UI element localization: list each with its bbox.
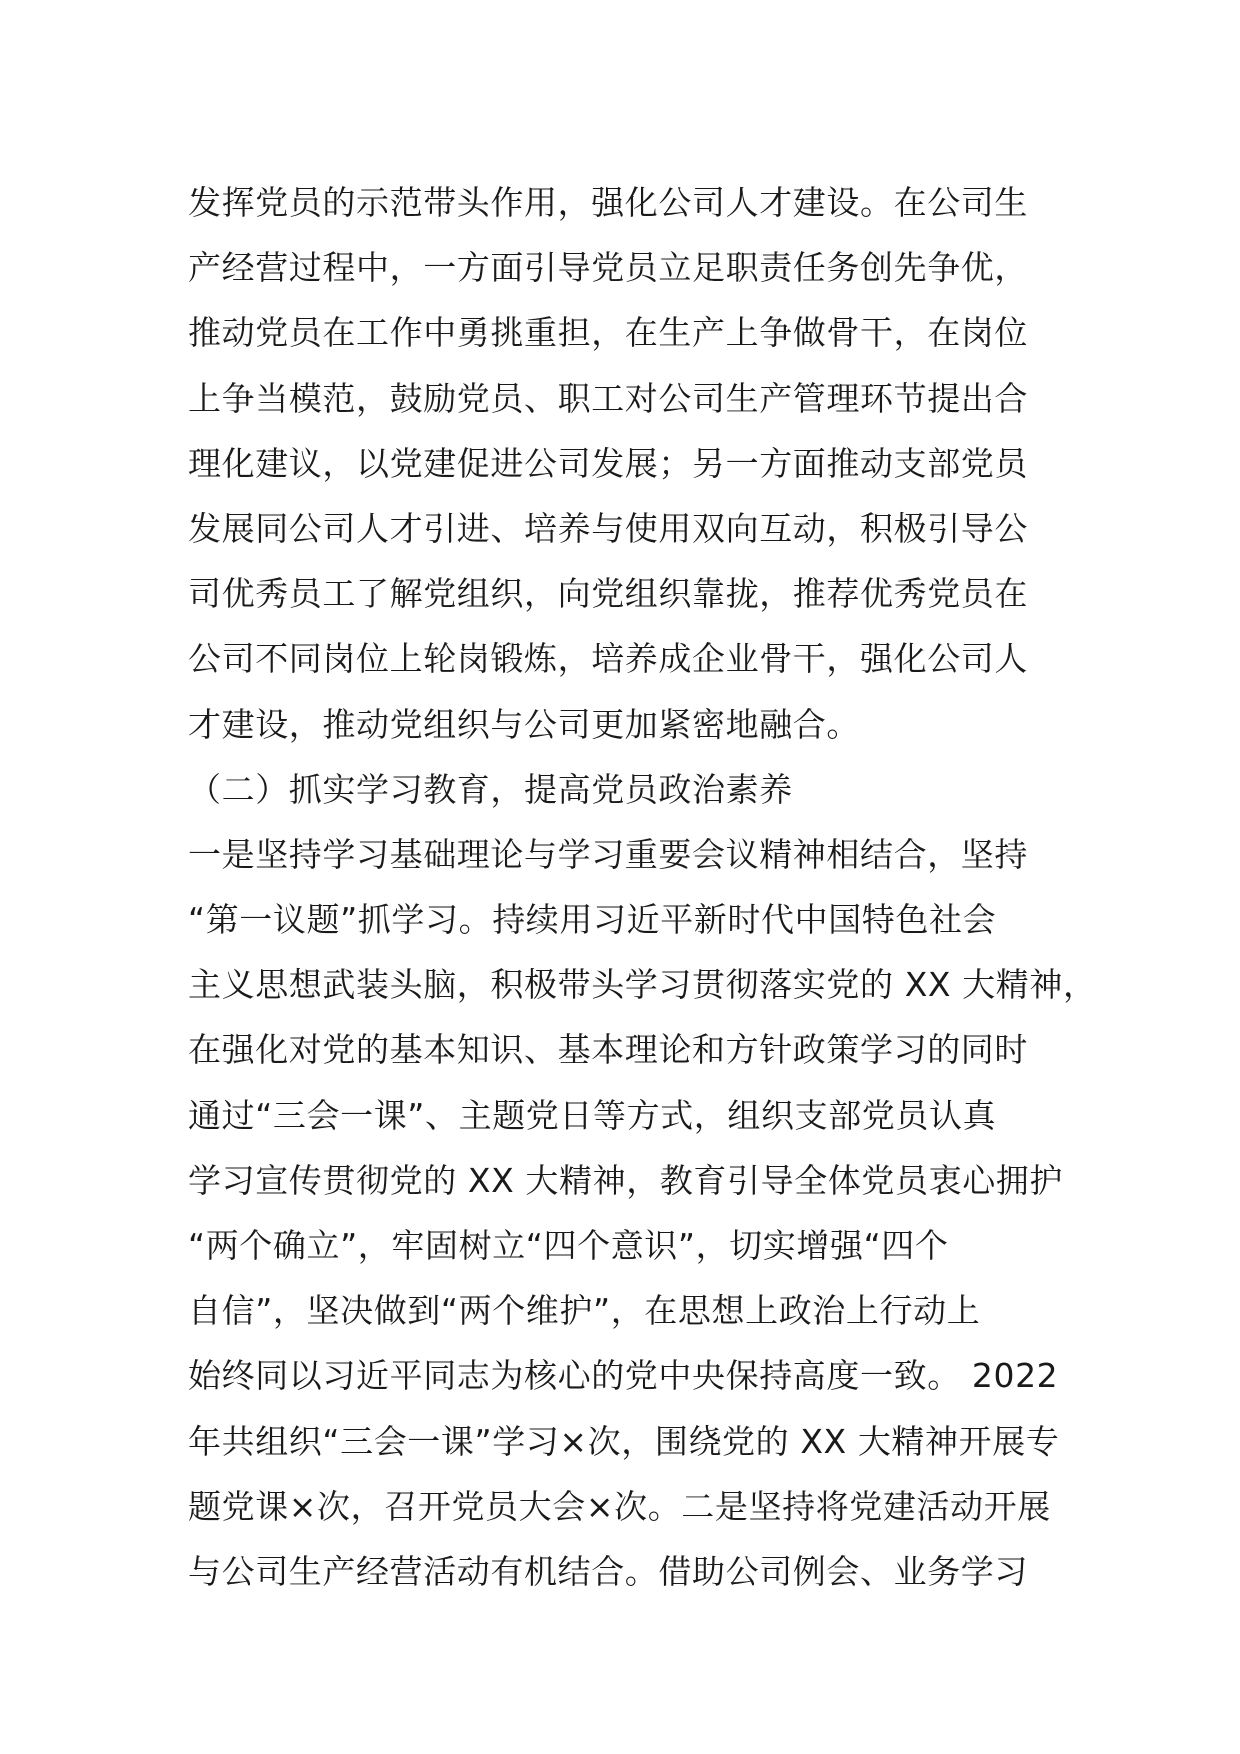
- document-body: [188, 170, 1097, 1604]
- text-line: 发展同公司人才引进、培养与使用双向互动，积极引导公: [188, 508, 1028, 548]
- text-line: 发挥党员的示范带头作用，强化公司人才建设。在公司生: [188, 183, 1028, 222]
- text-line: 上争当模范，鼓励党员、职工对公司生产管理环节提出合: [188, 378, 1028, 418]
- text-line: 产经营过程中，一方面引导党员立足职责任务创先争优，: [188, 248, 1028, 288]
- text-line: 公司不同岗位上轮岗锻炼，培养成企业骨干，强化公司人: [188, 639, 1028, 679]
- section-heading: （二）抓实学习教育，提高党员政治素养: [188, 769, 793, 809]
- text-line: “两个确立”，牢固树立“四个意识”，切实增强“四个: [188, 1226, 949, 1265]
- text-line: 年共组织“三会一课”学习×次，围绕党的 XX 大精神开展专: [188, 1421, 1060, 1461]
- text-line: 通过“三会一课”、主题党日等方式，组织支部党员认真: [188, 1095, 997, 1135]
- text-line: 才建设，推动党组织与公司更加紧密地融合。: [188, 704, 860, 744]
- text-line: 与公司生产经营活动有机结合。借助公司例会、业务学习: [188, 1551, 1028, 1591]
- text-line: 司优秀员工了解党组织，向党组织靠拢，推荐优秀党员在: [188, 574, 1028, 614]
- text-line: 在强化对党的基本知识、基本理论和方针政策学习的同时: [188, 1030, 1028, 1070]
- text-line: 自信”，坚决做到“两个维护”，在思想上政治上行动上: [188, 1291, 981, 1331]
- text-line: 主义思想武装头脑，积极带头学习贯彻落实党的 XX 大精神，: [188, 965, 1097, 1005]
- text-line: “第一议题”抓学习。持续用习近平新时代中国特色社会: [188, 900, 997, 940]
- text-line: 一是坚持学习基础理论与学习重要会议精神相结合，坚持: [188, 834, 1028, 874]
- text-line: 题党课×次，召开党员大会×次。二是坚持将党建活动开展: [188, 1486, 1051, 1526]
- text-line: 始终同以习近平同志为核心的党中央保持高度一致。 2022: [188, 1356, 1059, 1396]
- text-line: 学习宣传贯彻党的 XX 大精神，教育引导全体党员衷心拥护: [188, 1160, 1063, 1200]
- text-line: 理化建议，以党建促进公司发展；另一方面推动支部党员: [188, 443, 1028, 483]
- text-line: 推动党员在工作中勇挑重担，在生产上争做骨干，在岗位: [188, 313, 1028, 353]
